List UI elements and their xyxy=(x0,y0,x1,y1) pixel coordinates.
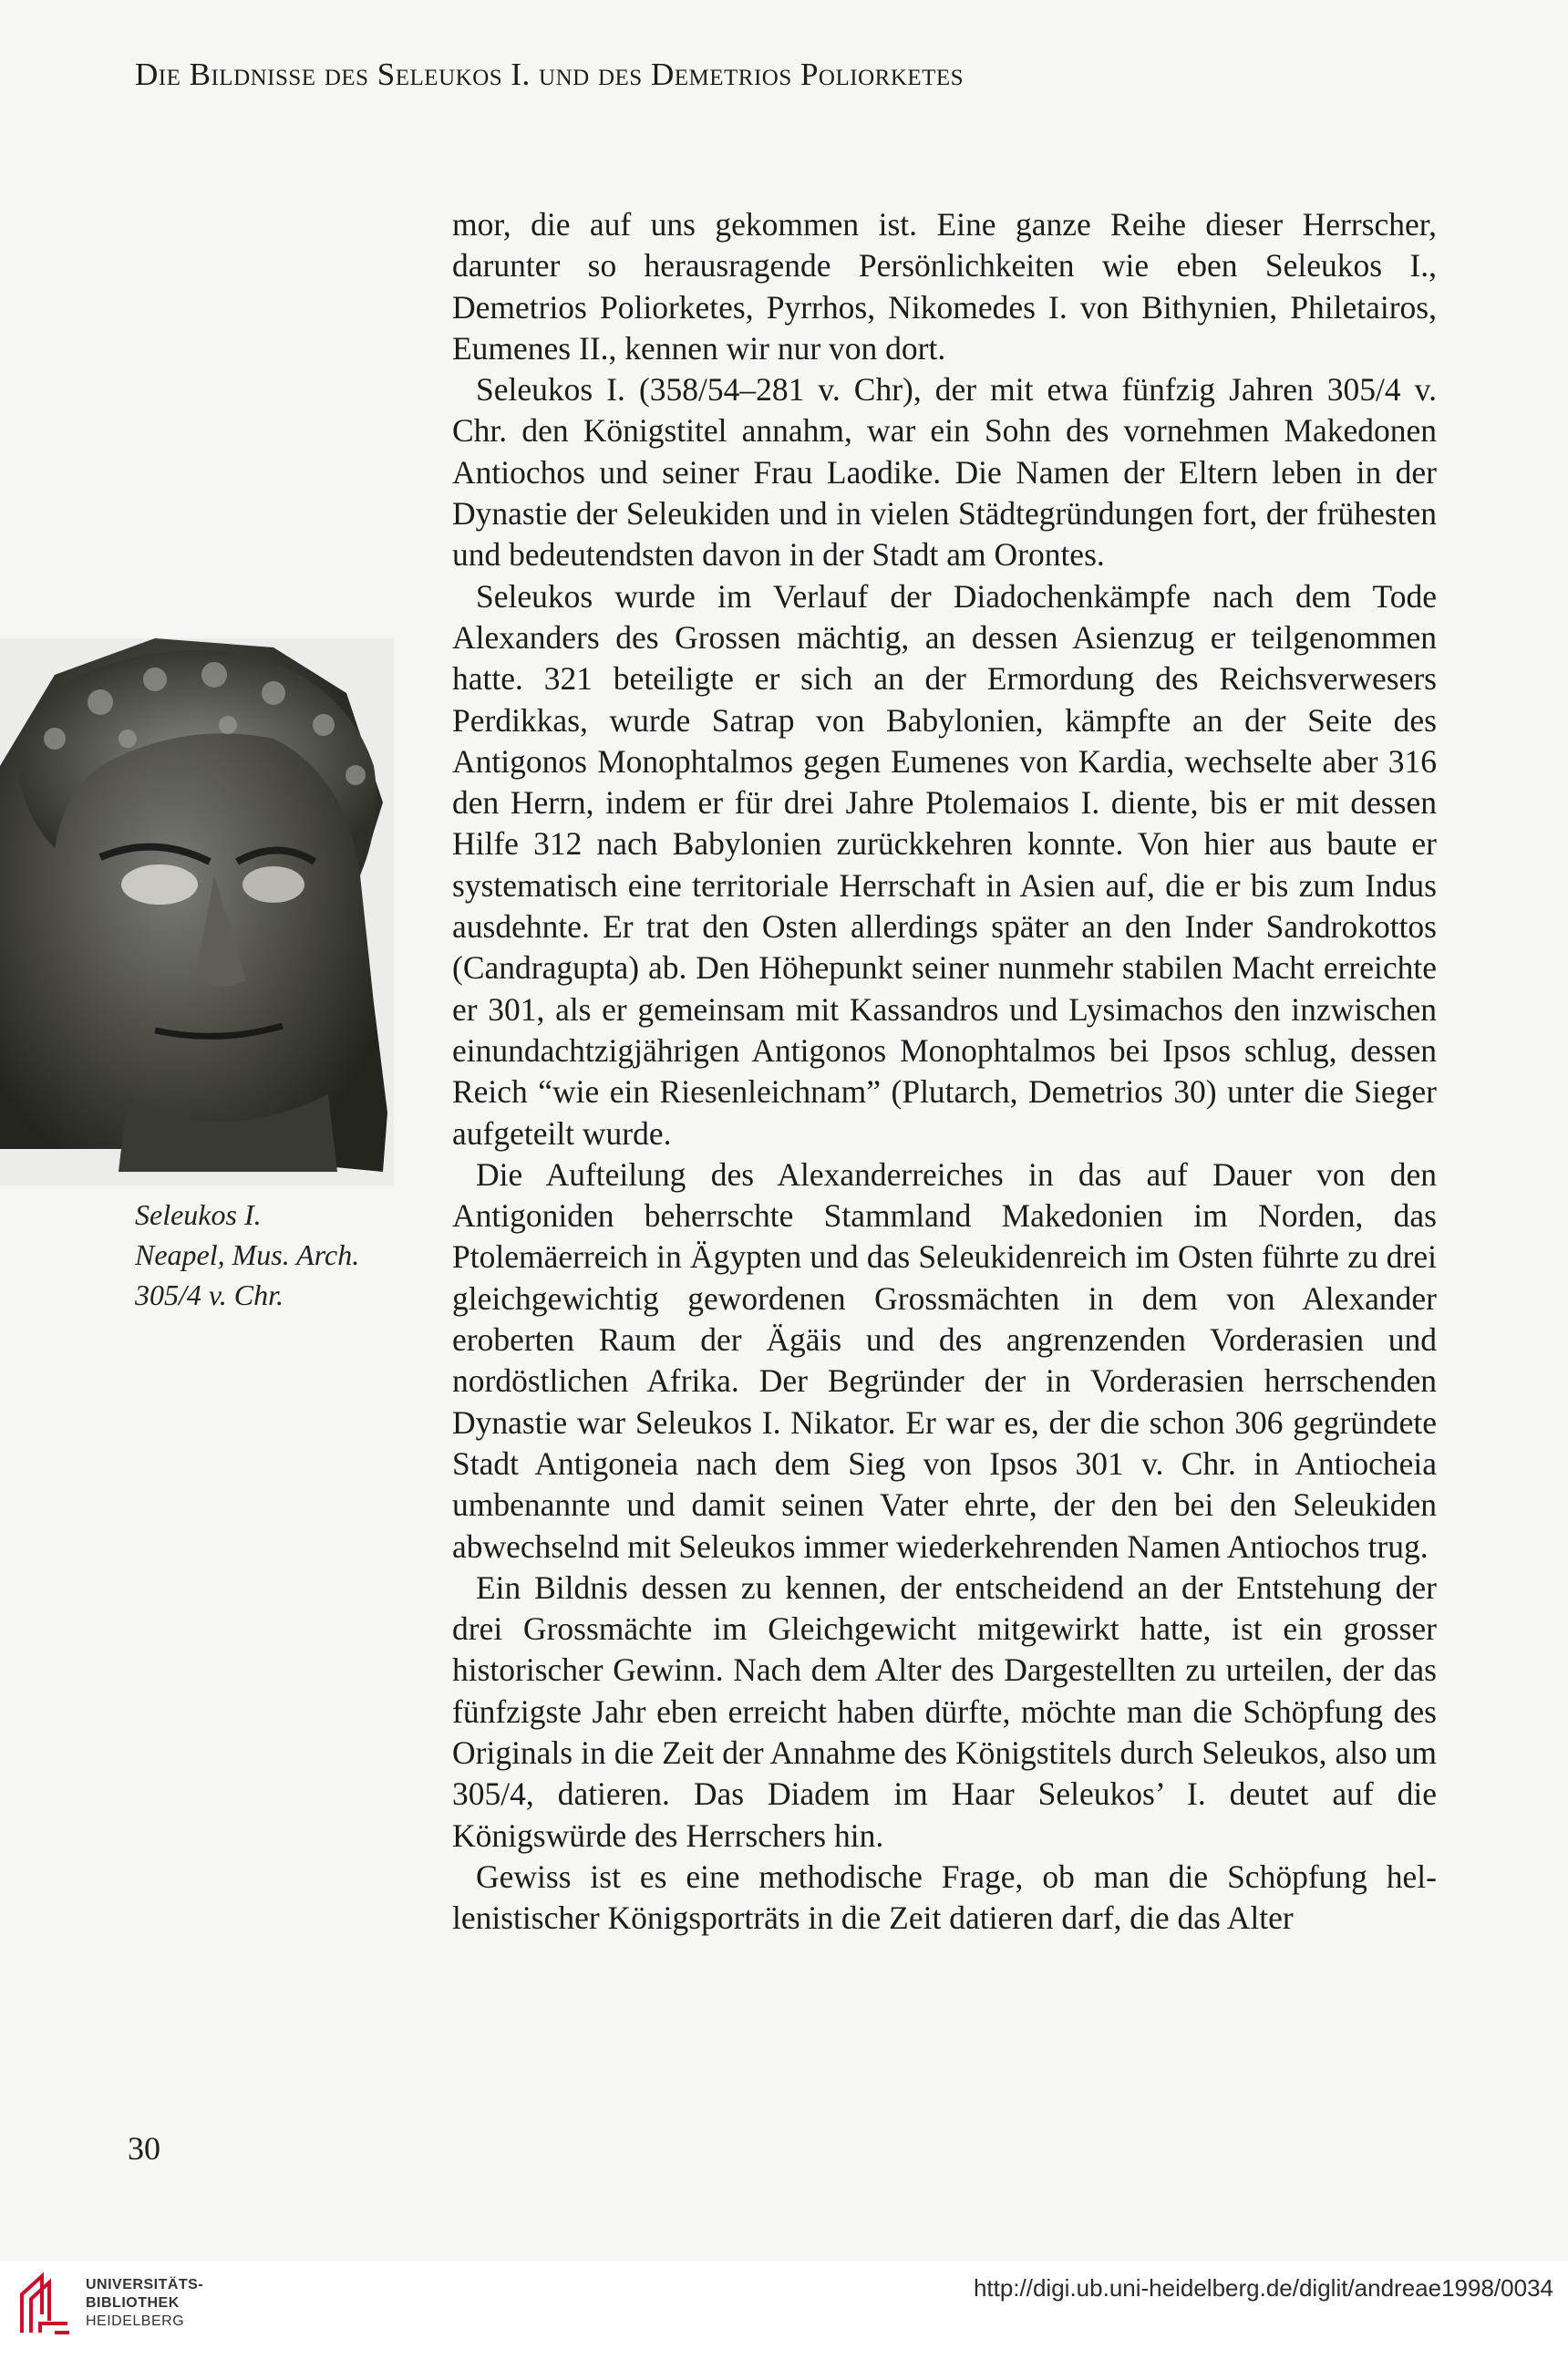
body-text xyxy=(452,204,1437,1939)
library-name-line: UNIVERSITÄTS- xyxy=(86,2277,204,2292)
permalink-url[interactable]: http://digi.ub.uni-heidelberg.de/diglit/andreae1998/0034 xyxy=(973,2274,1553,2302)
caption-line: Seleukos I. xyxy=(135,1198,262,1231)
paragraph: Seleukos wurde im Verlauf der Diadochenkämpfe nach dem Tode Alexanders des Grossen mächtig, an dessen Asienzug er teilgenommen hatte. 321 beteiligte er sich an der Ermordung des Reichsverwesers Perdikkas, wurde Satrap von Babylonien, kämpfte an der Seite des Antigonos Monophtalmos gegen Eumenes von Kardia, wechselte aber 316 den Herrn, indem er für drei Jahre Ptolemaios I. diente, bis er mit dessen Hilfe 312 nach Babylonien zurückkehren konnte. Von hier aus baute er systematisch eine territoriale Herrschaft in Asien auf, die er bis zum Indus ausdehnte. Er trat den Osten allerdings später an den Inder Sandrokottos (Candragupta) ab. Den Höhepunkt seiner nunmehr stabilen Macht erreichte er 301, als er gemeinsam mit Kassandros und Lysimachos den inzwischen einundachtzigjährigen Antigonos Monophtalmos bei Ipsos schlug, dessen Reich “wie ein Riesenleichnam” (Plutarch, Demetrios 30) unter die Sieger aufgeteilt wurde. xyxy=(452,577,1437,1152)
library-logo-icon xyxy=(15,2269,78,2343)
library-name xyxy=(86,2276,203,2331)
bust-photo-image xyxy=(0,638,394,1185)
paragraph: mor, die auf uns gekommen ist. Eine ganze Reihe dieser Herrscher, darunter so herausragende Persönlichkeiten wie eben Seleukos I., Demetrios Poliorketes, Pyrrhos, Nikomedes I. von Bithynien, Philetairos, Eumenes II., kennen wir nur von dort. xyxy=(452,206,1437,367)
bust-photograph xyxy=(0,638,394,1185)
figure-caption xyxy=(135,1195,359,1315)
library-name-line: BIBLIOTHEK xyxy=(86,2295,180,2311)
paragraph: Ein Bildnis dessen zu kennen, der entscheidend an der Entstehung der drei Grossmächte im Gleichgewicht mitgewirkt hatte, ist ein grosser historischer Gewinn. Nach dem Alter des Dargestellten zu urteilen, der das fünfzigste Jahr eben erreicht haben dürfte, möchte man die Schöpfung des Originals in die Zeit der Annahme des Königstitels durch Seleukos, also um 305/4, datieren. Das Diadem im Haar Seleukos’ I. deutet auf die Königswürde des Herrschers hin. xyxy=(452,1568,1437,1854)
running-title: Die Bildnisse des Seleukos I. und des Demetrios Poliorketes xyxy=(135,57,965,92)
caption-line: Neapel, Mus. Arch. xyxy=(135,1238,360,1271)
paragraph: Gewiss ist es eine methodische Frage, ob man die Schöpfung hellenistischer Königsporträts in die Zeit datieren darf, die das Alter xyxy=(452,1858,1437,1937)
library-name-line: HEIDELBERG xyxy=(86,2313,185,2329)
page-number: 30 xyxy=(128,2130,160,2167)
digitization-footer xyxy=(0,2261,1568,2370)
paragraph: Die Aufteilung des Alexanderreiches in das auf Dauer von den Antigoniden beherrschte Stammland Makedonien im Norden, das Ptolemäerreich in Ägypten und das Seleukidenreich im Osten führte zu drei gleichgewichtig gewordenen Grossmächten in dem von Alexander eroberten Raum der Ägäis und des angrenzenden Vorderasien und nordöstlichen Afrika. Der Begründer der in Vorderasien herrschenden Dynastie war Seleukos I. Nikator. Er war es, der die schon 306 gegründete Stadt Antigoneia nach dem Sieg von Ipsos 301 v. Chr. in Antiocheia umbenannte und damit seinen Vater ehrte, der den bei den Seleukiden abwechselnd mit Seleukos immer wiederkehrenden Namen Antiochos trug. xyxy=(452,1155,1437,1565)
paragraph: Seleukos I. (358/54–281 v. Chr), der mit etwa fünfzig Jahren 305/4 v. Chr. den Königstitel annahm, war ein Sohn des vornehmen Makedonen Antiochos und seiner Frau Laodike. Die Namen der Eltern leben in der Dynastie der Seleukiden und in vielen Städtegründungen fort, der frühesten und bedeutendsten davon in der Stadt am Orontes. xyxy=(452,371,1437,574)
caption-line: 305/4 v. Chr. xyxy=(135,1278,284,1311)
